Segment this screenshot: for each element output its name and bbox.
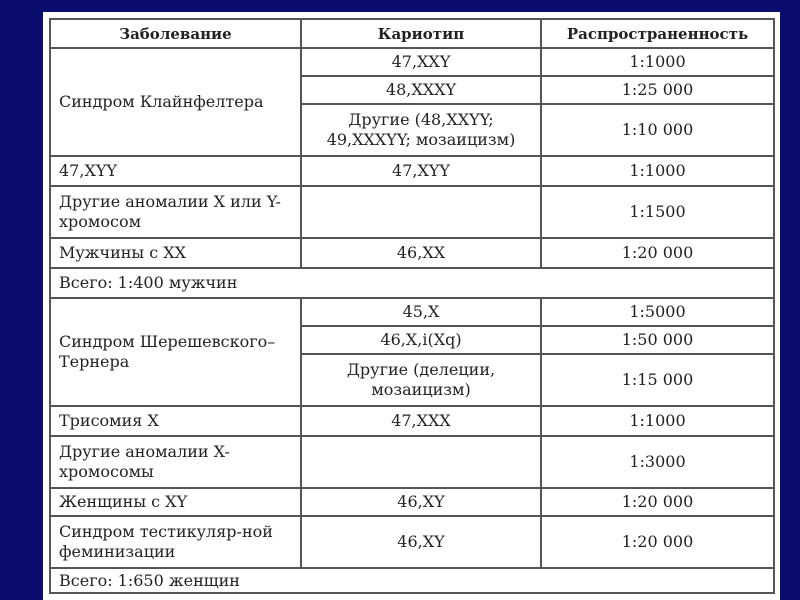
table-row (50, 268, 774, 298)
prevalence-cell: 1:1000 (541, 48, 774, 76)
table-row (50, 436, 774, 488)
disease-other-xy: Другие аномалии X или Y-хромосом (50, 186, 301, 238)
prevalence-cell: 1:20 000 (541, 516, 774, 568)
prevalence-cell: 1:1500 (541, 186, 774, 238)
karyotype-cell: 46,XY (301, 516, 541, 568)
total-men: Всего: 1:400 мужчин (50, 268, 774, 298)
karyotype-cell: 46,XX (301, 238, 541, 268)
header-prevalence: Распространенность (541, 19, 774, 48)
header-disease: Заболевание (50, 19, 301, 48)
disease-other-x: Другие аномалии X-хромосомы (50, 436, 301, 488)
table-row (50, 48, 774, 76)
table-header-row (50, 19, 774, 48)
header-karyotype: Кариотип (301, 19, 541, 48)
disease-xyy: 47,XYY (50, 156, 301, 186)
karyotype-cell (301, 186, 541, 238)
prevalence-cell: 1:20 000 (541, 238, 774, 268)
prevalence-cell: 1:1000 (541, 406, 774, 436)
karyotype-cell: 47,XYY (301, 156, 541, 186)
karyotype-cell: 48,XXXY (301, 76, 541, 104)
prevalence-cell: 1:5000 (541, 298, 774, 326)
disease-turner: Синдром Шерешевского–Тернера (50, 298, 301, 406)
karyotype-cell: 47,XXX (301, 406, 541, 436)
table-row (50, 516, 774, 568)
disease-men-xx: Мужчины с XX (50, 238, 301, 268)
table-row (50, 156, 774, 186)
prevalence-cell: 1:3000 (541, 436, 774, 488)
table-row (50, 298, 774, 326)
table-row (50, 488, 774, 516)
disease-klinefelter: Синдром Клайнфелтера (50, 48, 301, 156)
prevalence-cell: 1:25 000 (541, 76, 774, 104)
disease-trisomy-x: Трисомия X (50, 406, 301, 436)
disease-women-xy: Женщины с XY (50, 488, 301, 516)
table-row (50, 238, 774, 268)
karyotype-cell: 47,XXY (301, 48, 541, 76)
karyotype-cell: Другие (делеции, мозаицизм) (301, 354, 541, 406)
table-row (50, 186, 774, 238)
karyotype-table (49, 18, 775, 594)
karyotype-cell: Другие (48,XXYY; 49,XXXYY; мозаицизм) (301, 104, 541, 156)
total-women: Всего: 1:650 женщин (50, 568, 774, 593)
karyotype-cell: 46,X,i(Xq) (301, 326, 541, 354)
prevalence-cell: 1:15 000 (541, 354, 774, 406)
slide-sheet (43, 12, 780, 600)
karyotype-cell: 46,XY (301, 488, 541, 516)
karyotype-cell (301, 436, 541, 488)
disease-testicular-feminization: Синдром тестикуляр-ной феминизации (50, 516, 301, 568)
prevalence-cell: 1:10 000 (541, 104, 774, 156)
prevalence-cell: 1:20 000 (541, 488, 774, 516)
karyotype-cell: 45,X (301, 298, 541, 326)
prevalence-cell: 1:1000 (541, 156, 774, 186)
table-row (50, 568, 774, 593)
table-row (50, 406, 774, 436)
prevalence-cell: 1:50 000 (541, 326, 774, 354)
